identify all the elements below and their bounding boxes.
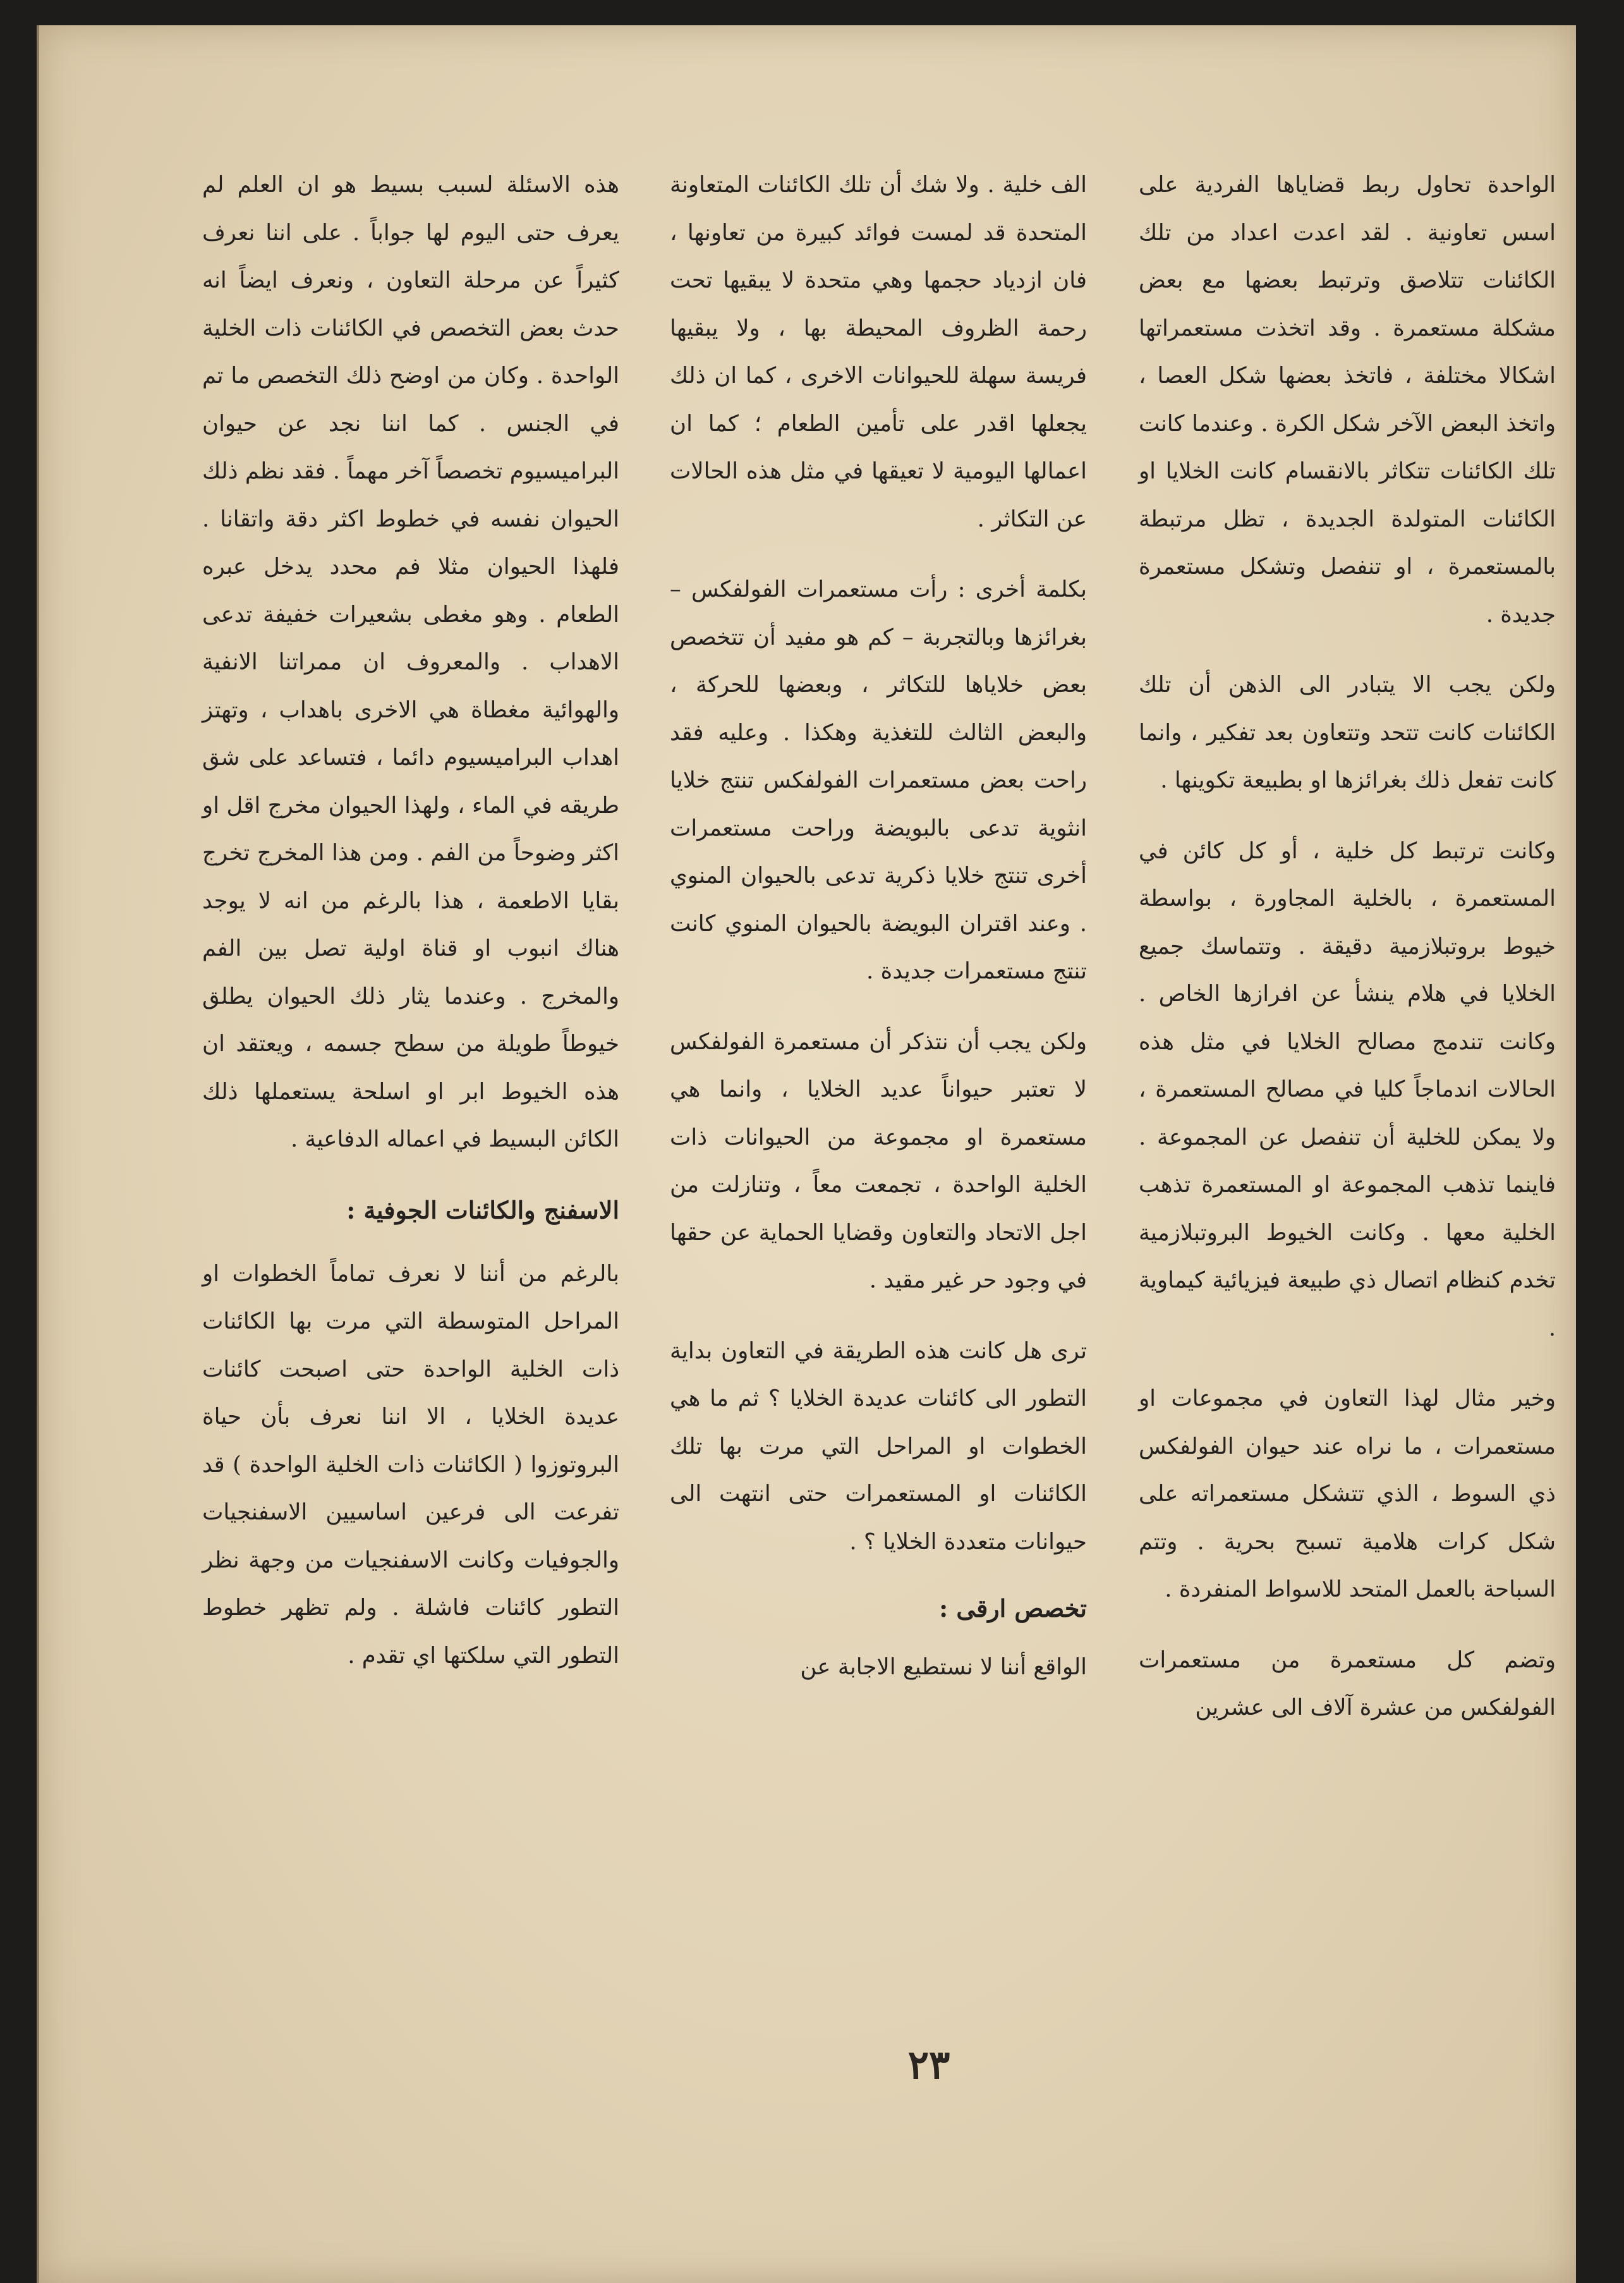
section-heading: تخصص ارقى :	[939, 1594, 1087, 1622]
paragraph: وخير مثال لهذا التعاون في مجموعات او مستعمرات ، ما نراه عند حيوان الفولفكس ذي السوط ، الذي تتشكل مستعمراته على شكل كرات هلامية تسبح بحرية . وتتم السباحة بالعمل المتحد للاسواط المنفردة .	[1139, 1385, 1556, 1602]
paragraph: الف خلية . ولا شك أن تلك الكائنات المتعاونة المتحدة قد لمست فوائد كبيرة من تعاونها ، فان ازدياد حجمها وهي متحدة لا يبقيها تحت رحمة الظروف المحيطة بها ، ولا يبقيها فريسة سهلة للحيوانات الاخرى ، كما ان ذلك يجعلها اقدر على تأمين الطعام ؛ كما ان اعمالها اليومية لا تعيقها في مثل هذه الحالات عن التكاثر .	[670, 172, 1087, 532]
paragraph: بكلمة أخرى : رأت مستعمرات الفولفكس – بغرائزها وبالتجربة – كم هو مفيد أن تتخصص بعض خلاياها للتكاثر ، وبعضها للحركة ، والبعض الثالث للتغذية وهكذا . وعليه فقد راحت بعض مستعمرات الفولفكس تنتج خلايا انثوية تدعى بالبويضة وراحت مستعمرات أخرى تنتج خلايا ذكرية تدعى بالحيوان المنوي . وعند اقتران البويضة بالحيوان المنوي كانت تنتج مستعمرات جديدة .	[670, 576, 1087, 984]
column-right	[1139, 161, 1556, 1755]
paragraph: بالرغم من أننا لا نعرف تماماً الخطوات او المراحل المتوسطة التي مرت بها الكائنات ذات الخلية الواحدة حتى اصبحت كائنات عديدة الخلايا ، الا اننا نعرف بأن حياة البروتوزوا ( الكائنات ذات الخلية الواحدة ) قد تفرعت الى فرعين اساسيين الاسفنجيات والجوفيات وكانت الاسفنجيات من وجهة نظر التطور كائنات فاشلة . ولم تظهر خطوط التطور التي سلكتها اي تقدم .	[202, 1260, 619, 1669]
paragraph: ولكن يجب أن نتذكر أن مستعمرة الفولفكس لا تعتبر حيواناً عديد الخلايا ، وانما هي مستعمرة او مجموعة من الحيوانات ذات الخلية الواحدة ، تجمعت معاً ، وتنازلت من اجل الاتحاد والتعاون وقضايا الحماية عن حقها في وجود حر غير مقيد .	[670, 1028, 1087, 1293]
paragraph: ولكن يجب الا يتبادر الى الذهن أن تلك الكائنات كانت تتحد وتتعاون بعد تفكير ، وانما كانت تفعل ذلك بغرائزها او بطبيعة تكوينها .	[1139, 672, 1556, 793]
paragraph: ترى هل كانت هذه الطريقة في التعاون بداية التطور الى كائنات عديدة الخلايا ؟ ثم ما هي الخطوات او المراحل التي مرت بها تلك الكائنات او المستعمرات حتى انتهت الى حيوانات متعددة الخلايا ؟ .	[670, 1337, 1087, 1555]
section-heading: الاسفنج والكائنات الجوفية :	[346, 1195, 619, 1224]
paragraph: الواقع أننا لا نستطيع الاجابة عن	[800, 1654, 1087, 1680]
page-number: ٢٣	[907, 2042, 950, 2088]
paragraph: هذه الاسئلة لسبب بسيط هو ان العلم لم يعرف حتى اليوم لها جواباً . على اننا نعرف كثيراً عن مرحلة التعاون ، ونعرف ايضاً انه حدث بعض التخصص في الكائنات ذات الخلية الواحدة . وكان من اوضح ذلك التخصص ما تم في الجنس . كما اننا نجد عن حيوان البراميسيوم تخصصاً آخر مهماً . فقد نظم ذلك الحيوان نفسه في خطوط اكثر دقة واتقانا . فلهذا الحيوان مثلا فم محدد يدخل عبره الطعام . وهو مغطى بشعيرات خفيفة تدعى الاهداب . والمعروف ان ممراتنا الانفية والهوائية مغطاة هي الاخرى باهداب ، وتهتز اهداب البراميسيوم دائما ، فتساعد على شق طريقه في الماء ، ولهذا الحيوان مخرج اقل او اكثر وضوحاً من الفم . ومن هذا المخرج تخرج بقايا الاطعمة ، هذا بالرغم من انه لا يوجد هناك انبوب او قناة اولية تصل بين الفم والمخرج . وعندما يثار ذلك الحيوان يطلق خيوطاً طويلة من سطح جسمه ، ويعتقد ان هذه الخيوط ابر او اسلحة يستعملها ذلك الكائن البسيط في اعماله الدفاعية .	[202, 172, 619, 1152]
column-middle	[670, 161, 1087, 1714]
column-left	[202, 161, 619, 1702]
magazine-page	[37, 25, 1576, 2283]
paragraph: الواحدة تحاول ربط قضاياها الفردية على اسس تعاونية . لقد اعدت اعداد من تلك الكائنات تتلاصق وترتبط بعضها مع بعض مشكلة مستعمرة . وقد اتخذت مستعمراتها اشكالا مختلفة ، فاتخذ بعضها شكل العصا ، واتخذ البعض الآخر شكل الكرة . وعندما كانت تلك الكائنات تتكاثر بالانقسام كانت الخلايا او الكائنات المتولدة الجديدة ، تظل مرتبطة بالمستعمرة ، او تنفصل وتشكل مستعمرة جديدة .	[1139, 172, 1556, 628]
paragraph: وتضم كل مستعمرة من مستعمرات الفولفكس من عشرة آلاف الى عشرين	[1139, 1647, 1556, 1720]
paragraph: وكانت ترتبط كل خلية ، أو كل كائن في المستعمرة ، بالخلية المجاورة ، بواسطة خيوط بروتبلازمية دقيقة . وتتماسك جميع الخلايا في هلام ينشأ عن افرازها الخاص . وكانت تندمج مصالح الخلايا في مثل هذه الحالات اندماجاً كليا في مصالح المستعمرة ، ولا يمكن للخلية أن تنفصل عن المجموعة . فاينما تذهب المجموعة او المستعمرة تذهب الخلية معها . وكانت الخيوط البروتبلازمية تخدم كنظام اتصال ذي طبيعة فيزيائية كيماوية .	[1139, 837, 1556, 1341]
